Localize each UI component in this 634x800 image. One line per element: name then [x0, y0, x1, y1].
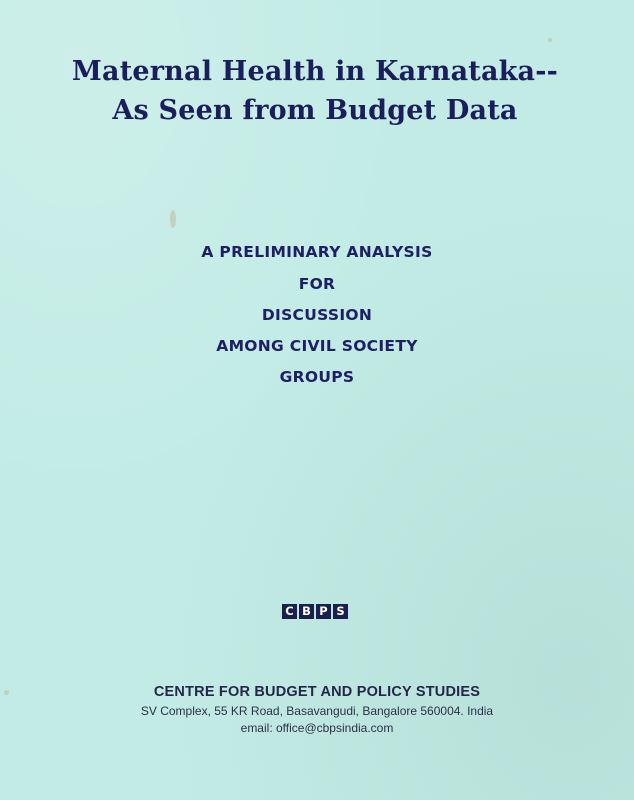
document-title-line-2: As Seen from Budget Data — [112, 95, 518, 126]
organization-email: email: office@cbpsindia.com — [240, 721, 394, 735]
logo-letter: P — [316, 604, 331, 619]
subtitle-line-3: DISCUSSION — [261, 306, 373, 324]
organization-address: SV Complex, 55 KR Road, Basavangudi, Bangalore 560004. India — [140, 704, 494, 718]
logo-letter: S — [333, 604, 348, 619]
subtitle-line-5: GROUPS — [279, 368, 355, 386]
cbps-logo — [282, 604, 348, 619]
paper-stain — [170, 210, 176, 228]
logo-letter: C — [282, 604, 297, 619]
organization-name: CENTRE FOR BUDGET AND POLICY STUDIES — [153, 684, 481, 700]
subtitle-line-1: A PRELIMINARY ANALYSIS — [201, 243, 433, 261]
document-title-line-1: Maternal Health in Karnataka-- — [71, 56, 559, 87]
paper-stain — [4, 690, 9, 695]
paper-stain — [548, 38, 552, 42]
subtitle-line-4: AMONG CIVIL SOCIETY — [216, 337, 418, 355]
subtitle-line-2: FOR — [298, 275, 336, 293]
logo-letter: B — [299, 604, 314, 619]
